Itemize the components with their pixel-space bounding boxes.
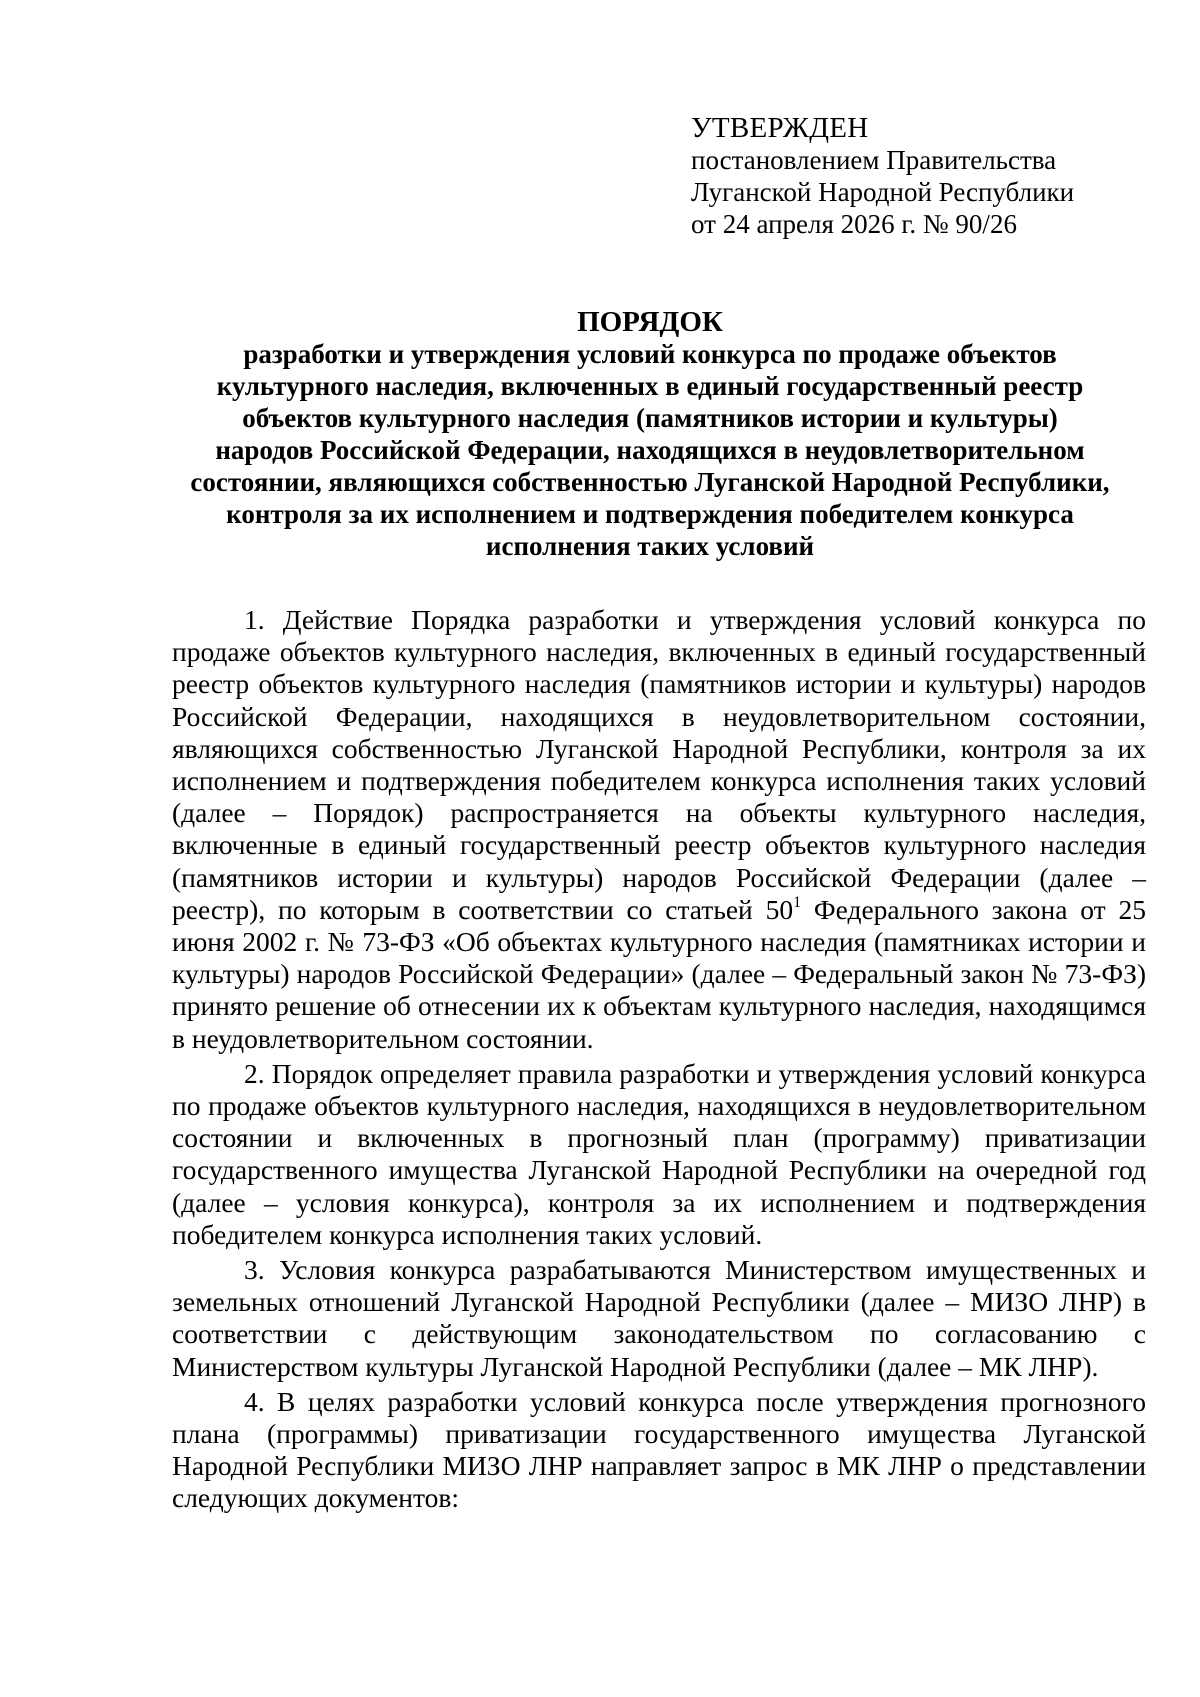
document-subtitle-line: состоянии, являющихся собственностью Луганской Народной Республики, bbox=[190, 467, 1110, 497]
paragraph-1 bbox=[172, 604, 1146, 1055]
document-heading bbox=[150, 306, 1150, 562]
document-subtitle-line: разработки и утверждения условий конкурса по продаже объектов bbox=[243, 339, 1057, 369]
approval-stamp bbox=[691, 112, 1171, 240]
document-subtitle-line: объектов культурного наследия (памятников истории и культуры) bbox=[242, 403, 1058, 433]
paragraph-1-text-continued: Федерального закона от 25 июня 2002 г. № 73-ФЗ «Об объектах культурного наследия (памятниках истории и культуры) народов Российской Федерации» (далее – Федеральный закон № 73-ФЗ) принято решение об отнесении их к объектам культурного наследия, находящимся в неудовлетворительном состоянии. bbox=[172, 893, 1146, 1054]
paragraph-4: 4. В целях разработки условий конкурса после утверждения прогнозного плана (программы) приватизации государственного имущества Луганской Народной Республики МИЗО ЛНР направляет запрос в МК ЛНР о представлении следующих документов: bbox=[172, 1385, 1146, 1514]
document-title: ПОРЯДОК bbox=[577, 306, 723, 338]
article-superscript: 1 bbox=[793, 893, 802, 911]
document-subtitle-line: народов Российской Федерации, находящихся в неудовлетворительном bbox=[215, 435, 1085, 465]
approval-line: постановлением Правительства bbox=[691, 145, 1057, 175]
paragraph-2: 2. Порядок определяет правила разработки и утверждения условий конкурса по продаже объектов культурного наследия, находящихся в неудовлетворительном состоянии и включенных в прогнозный план (программу) приватизации государственного имущества Луганской Народной Республики на очередной год (далее – условия конкурса), контроля за их исполнением и подтверждения победителем конкурса исполнения таких условий. bbox=[172, 1057, 1146, 1250]
approval-date-line: от 24 апреля 2026 г. № 90/26 bbox=[691, 209, 1017, 239]
paragraph-3: 3. Условия конкурса разрабатываются Министерством имущественных и земельных отношений Луганской Народной Республики (далее – МИЗО ЛНР) в соответствии с действующим законодательством по согласованию с Министерством культуры Луганской Народной Республики (далее – МК ЛНР). bbox=[172, 1254, 1146, 1382]
document-subtitle-line: культурного наследия, включенных в единый государственный реестр bbox=[216, 371, 1084, 401]
approval-line: Луганской Народной Республики bbox=[691, 177, 1075, 207]
document-subtitle-line: исполнения таких условий bbox=[485, 531, 815, 561]
approval-title: УТВЕРЖДЕН bbox=[691, 112, 869, 144]
paragraph-1-text: 1. Действие Порядка разработки и утверждения условий конкурса по продаже объектов культурного наследия, включенных в единый государственный реестр объектов культурного наследия (памятников истории и культуры) народов Российской Федерации, находящихся в неудовлетворительном состоянии, являющихся собственностью Луганской Народной Республики, контроля за их исполнением и подтверждения победителем конкурса исполнения таких условий (далее – Порядок) распространяется на объекты культурного наследия, включенные в единый государственный реестр объектов культурного наследия (памятников истории и культуры) народов Российской Федерации (далее – реестр), по которым в соответствии со статьей 50 bbox=[172, 604, 1146, 925]
document-body bbox=[172, 604, 1146, 1518]
document-subtitle-line: контроля за их исполнением и подтверждения победителем конкурса bbox=[226, 499, 1074, 529]
